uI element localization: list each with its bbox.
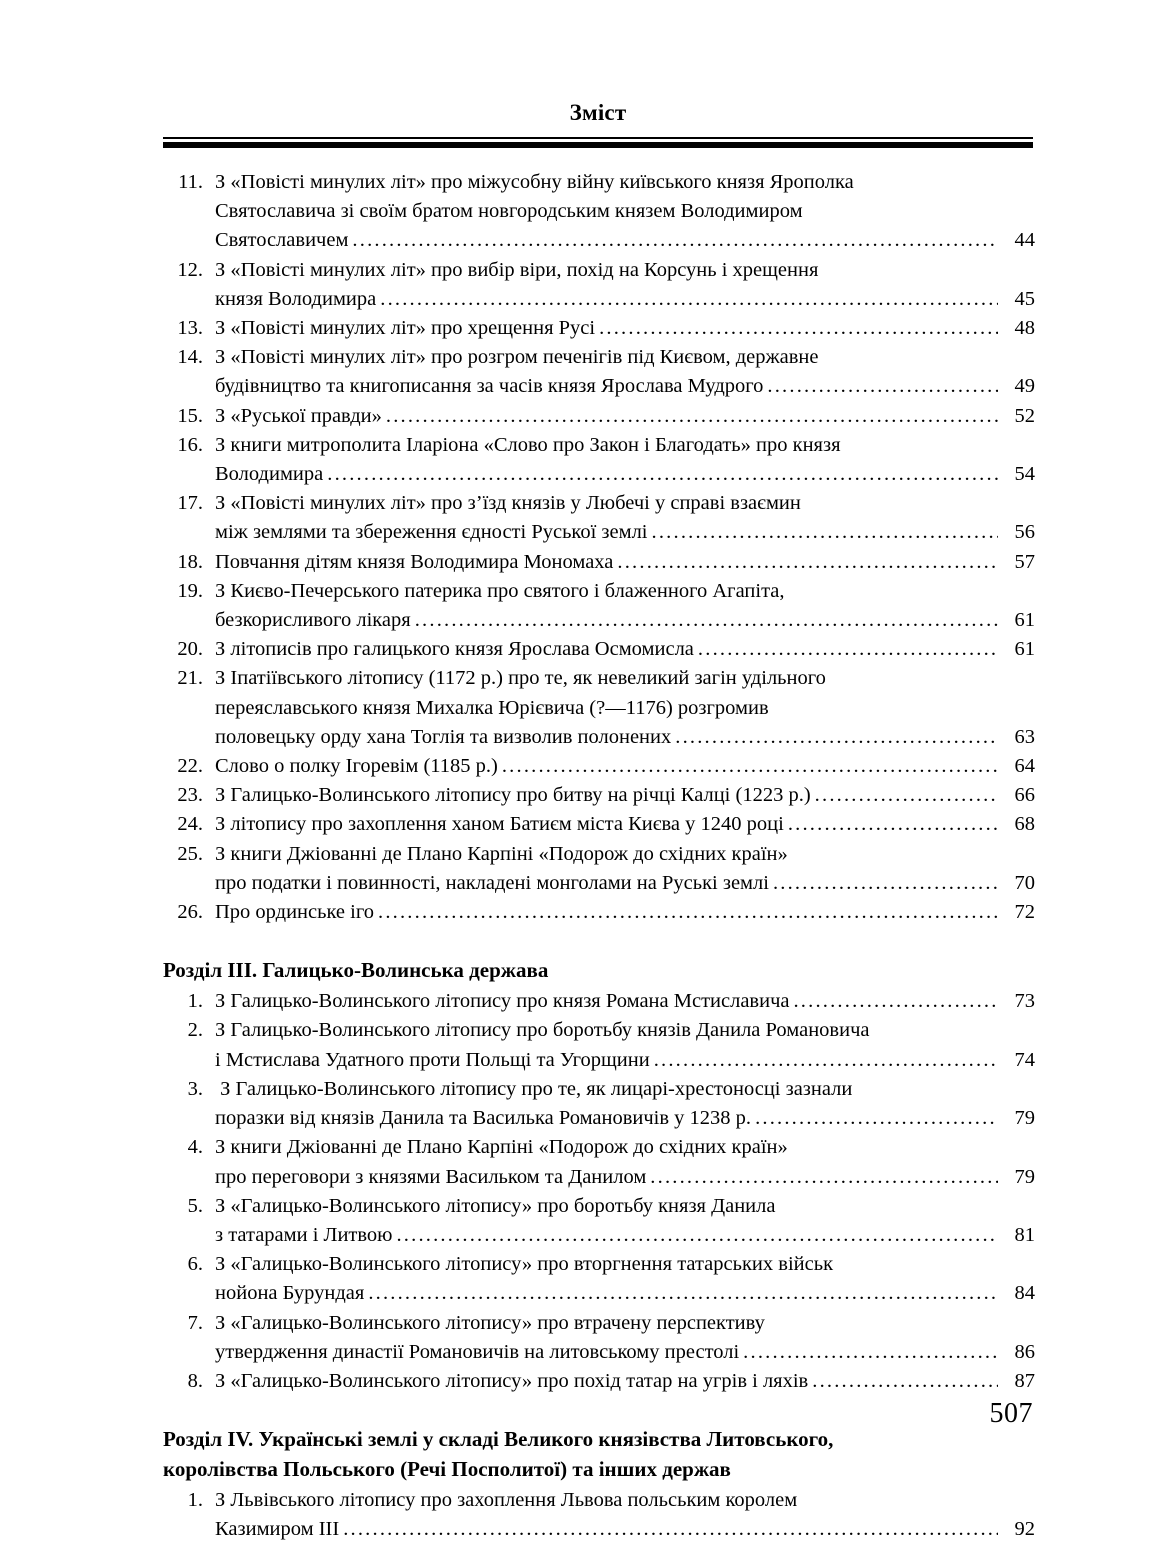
toc-entry-body [215, 314, 1035, 343]
toc-entry-line [215, 226, 1035, 255]
toc-page-number[interactable]: 72 [1014, 901, 1035, 924]
toc-entry-line [215, 285, 1035, 314]
toc-entry-line [215, 1075, 1035, 1104]
toc-entry-text: Про ординське іго [215, 901, 374, 924]
dot-leader [793, 987, 998, 1016]
toc-entry-line [215, 431, 1035, 460]
toc-entry-line [215, 869, 1035, 898]
toc-entry-number: 16. [177, 433, 203, 456]
toc-entry[interactable] [163, 314, 1035, 343]
toc-entry[interactable] [163, 431, 1035, 489]
toc-entry-line [215, 168, 1035, 197]
toc-entry-text: Святославича зі своїм братом новгородським князем Володимиром [215, 200, 803, 223]
page-running-head: Зміст [569, 100, 627, 125]
toc-entry-number: 7. [187, 1311, 203, 1334]
toc-entry-line [215, 1338, 1035, 1367]
dot-leader [743, 1338, 998, 1367]
toc-entry-line [215, 489, 1035, 518]
section-heading [163, 1424, 1035, 1484]
toc-entry-text: Казимиром III [215, 1518, 340, 1541]
toc-entry[interactable] [163, 256, 1035, 314]
toc-entry-body [215, 1367, 1035, 1396]
toc-entry-body [215, 1075, 1035, 1133]
toc-entry-line [215, 1163, 1035, 1192]
toc-entry-text: про переговори з князями Васильком та Данилом [215, 1165, 647, 1188]
toc-entry-body [215, 987, 1035, 1016]
toc-entry-text: З «Руської правди» [215, 404, 382, 427]
dot-leader [617, 548, 998, 577]
toc-entry-text: князя Володимира [215, 287, 377, 310]
dot-leader [767, 372, 998, 401]
toc-entry[interactable] [163, 987, 1035, 1016]
toc-entry-line [215, 518, 1035, 547]
toc-page-number[interactable]: 64 [1014, 755, 1035, 778]
toc-entry-text: З «Повісті минулих літ» про міжусобну війну київського князя Ярополка [215, 171, 854, 193]
toc-entry-line [215, 343, 1035, 372]
toc-entry-text: З «Галицько-Волинського літопису» про втрачену перспективу [215, 1311, 765, 1334]
dot-leader [773, 869, 998, 898]
toc-entry-line [215, 548, 1035, 577]
toc-entry-body [215, 431, 1035, 489]
toc-entry-text: Повчання дітям князя Володимира Мономаха [215, 550, 614, 573]
toc-entry-number: 5. [187, 1194, 203, 1217]
toc-entry-line [215, 372, 1035, 401]
toc-entry-body [215, 1016, 1035, 1074]
toc-entry-body [215, 1309, 1035, 1367]
toc-entry-line [215, 1192, 1035, 1221]
toc-entry-text: З Галицько-Волинського літопису про князя Романа Мстиславича [215, 990, 790, 1013]
toc-entry[interactable] [163, 548, 1035, 577]
toc-entry-line [215, 1279, 1035, 1308]
toc-entry-text: переяславського князя Михалка Юрієвича (?—1176) розгромив [215, 696, 769, 719]
toc-entry[interactable] [163, 489, 1035, 547]
dot-leader [654, 1046, 998, 1075]
toc-entry-line [215, 723, 1035, 752]
toc-entry-line [215, 606, 1035, 635]
toc-entry[interactable] [163, 343, 1035, 401]
toc-entry-text: З Галицько-Волинського літопису про боротьбу князів Данила Романовича [215, 1019, 870, 1042]
toc-entry-text: нойона Бурундая [215, 1282, 365, 1305]
toc-entry-number: 19. [177, 579, 203, 602]
toc-entry-text: З книги Джіованні де Плано Карпіні «Подорож до східних країн» [215, 842, 788, 865]
toc-entry-text: З «Повісті минулих літ» про розгром печенігів під Києвом, державне [215, 346, 819, 369]
dot-leader [599, 314, 998, 343]
dot-leader [698, 635, 998, 664]
dot-leader [396, 1221, 998, 1250]
toc-entry-line [215, 197, 1035, 226]
toc-entry-line [215, 1104, 1035, 1133]
toc-entry[interactable] [163, 635, 1035, 664]
toc-entry[interactable] [163, 810, 1035, 839]
dot-leader [502, 752, 998, 781]
section-heading-line: Розділ IV. Українські землі у складі Великого князівства Литовського, [163, 1427, 834, 1452]
toc-entry[interactable] [163, 168, 1035, 256]
toc-page-number[interactable]: 52 [1014, 404, 1035, 427]
toc-entry-line [215, 810, 1035, 839]
dot-leader [327, 460, 998, 489]
toc-entry-number: 14. [177, 346, 203, 369]
toc-entry-text: половецьку орду хана Тоглія та визволив полонених [215, 725, 672, 748]
toc-entry-body [215, 343, 1035, 401]
dot-leader [755, 1104, 998, 1133]
toc-page-number[interactable]: 74 [1014, 1048, 1035, 1071]
toc-entry-text: З «Повісті минулих літ» про з’їзд князів у Любечі у справі взаємин [215, 492, 801, 515]
toc-entry-number: 20. [177, 638, 203, 661]
toc-page-number[interactable]: 44 [1014, 229, 1035, 252]
toc-entry-text: З книги митрополита Іларіона «Слово про Закон і Благодать» про князя [215, 433, 841, 456]
toc-entry-line [215, 1309, 1035, 1338]
section-heading [163, 955, 1035, 985]
toc-page-number[interactable]: 73 [1014, 990, 1035, 1013]
toc-entry-body [215, 168, 1035, 256]
toc-page-number[interactable]: 84 [1014, 1282, 1035, 1305]
toc-page-number[interactable]: 56 [1014, 521, 1035, 544]
toc-entry-line [215, 256, 1035, 285]
toc-entry-body [215, 752, 1035, 781]
toc-page-number[interactable]: 49 [1014, 375, 1035, 398]
toc-entry-text: утвердження династії Романовичів на литовському престолі [215, 1340, 740, 1363]
toc-content [163, 168, 1035, 1545]
toc-entry-number: 1. [187, 1489, 203, 1512]
toc-entry-body [215, 1192, 1035, 1250]
toc-entry-text: З «Повісті минулих літ» про хрещення Русі [215, 317, 596, 340]
toc-page-number[interactable]: 81 [1014, 1223, 1035, 1246]
toc-entry[interactable] [163, 1309, 1035, 1367]
toc-entry[interactable] [163, 1250, 1035, 1308]
toc-entry-line [215, 1046, 1035, 1075]
toc-entry-text: З Галицько-Волинського літопису про те, як лицарі-хрестоносці зазнали [215, 1077, 853, 1100]
toc-entry-line [215, 752, 1035, 781]
toc-entry-text: З Києво-Печерського патерика про святого і блаженного Агапіта, [215, 579, 785, 602]
toc-page-number[interactable]: 63 [1014, 725, 1035, 748]
toc-entry-line [215, 694, 1035, 723]
toc-entry-number: 11. [178, 171, 203, 193]
toc-entry[interactable] [163, 752, 1035, 781]
dot-leader [343, 1515, 998, 1544]
toc-entry-line [215, 987, 1035, 1016]
toc-entry-line [215, 781, 1035, 810]
dot-leader [380, 285, 998, 314]
toc-entry-text: безкорисливого лікаря [215, 609, 411, 632]
toc-entry-text: З літописів про галицького князя Ярослава Осмомисла [215, 638, 694, 661]
toc-entry-line [215, 1515, 1035, 1544]
toc-entry-body [215, 402, 1035, 431]
toc-entry-number: 8. [187, 1369, 203, 1392]
toc-entry[interactable] [163, 1075, 1035, 1133]
toc-entry-text: З книги Джіованні де Плано Карпіні «Подорож до східних країн» [215, 1136, 788, 1159]
toc-entry-number: 6. [187, 1253, 203, 1276]
toc-entry-number: 4. [187, 1136, 203, 1159]
page-folio: 507 [989, 1398, 1033, 1429]
toc-entry-text: між землями та збереження єдності Руської землі [215, 521, 648, 544]
toc-entry-number: 12. [177, 258, 203, 281]
toc-entry-body [215, 577, 1035, 635]
toc-entry-line [215, 402, 1035, 431]
toc-entry[interactable] [163, 1133, 1035, 1191]
toc-entry-body [215, 256, 1035, 314]
toc-entry-text: З Львівського літопису про захоплення Львова польським королем [215, 1489, 798, 1512]
toc-entry-text: З «Повісті минулих літ» про вибір віри, похід на Корсунь і хрещення [215, 258, 819, 281]
toc-entry-text: З «Галицько-Волинського літопису» про похід татар на угрів і ляхів [215, 1369, 809, 1392]
dot-leader [378, 898, 998, 927]
toc-entry-line [215, 1486, 1035, 1515]
toc-entry-body [215, 781, 1035, 810]
dot-leader [415, 606, 998, 635]
dot-leader [368, 1279, 998, 1308]
toc-page-number[interactable]: 61 [1014, 638, 1035, 661]
toc-entry-number: 13. [177, 317, 203, 340]
toc-page-number[interactable]: 57 [1014, 550, 1035, 573]
dot-leader [812, 1367, 998, 1396]
toc-page-number[interactable]: 45 [1014, 287, 1035, 310]
dot-leader [788, 810, 998, 839]
toc-entry-number: 1. [187, 990, 203, 1013]
toc-entry-number: 18. [177, 550, 203, 573]
toc-entry-number: 22. [177, 755, 203, 778]
toc-entry-line [215, 1221, 1035, 1250]
toc-entry[interactable] [163, 840, 1035, 898]
toc-page-number[interactable]: 79 [1014, 1165, 1035, 1188]
toc-page-number[interactable]: 61 [1014, 609, 1035, 632]
toc-entry-number: 15. [177, 404, 203, 427]
toc-entry-text: З Галицько-Волинського літопису про битву на річці Калці (1223 р.) [215, 784, 811, 807]
toc-page-number[interactable]: 86 [1014, 1340, 1035, 1363]
dot-leader [675, 723, 998, 752]
toc-entry-line [215, 1367, 1035, 1396]
toc-entry-number: 17. [177, 492, 203, 515]
toc-entry-body [215, 489, 1035, 547]
toc-entry-line [215, 664, 1035, 693]
toc-entry[interactable] [163, 1192, 1035, 1250]
toc-entry-text: З літопису про захоплення ханом Батиєм міста Києва у 1240 році [215, 813, 784, 836]
toc-page-number[interactable]: 92 [1014, 1518, 1035, 1541]
toc-page-number[interactable]: 48 [1014, 317, 1035, 340]
toc-entry[interactable] [163, 781, 1035, 810]
toc-entry-body [215, 1133, 1035, 1191]
toc-entry-text: і Мстислава Удатного проти Польщі та Угорщини [215, 1048, 650, 1071]
toc-entry-number: 25. [177, 842, 203, 865]
toc-page-number[interactable]: 68 [1014, 813, 1035, 836]
toc-entry-line [215, 1250, 1035, 1279]
toc-entry-body [215, 635, 1035, 664]
toc-entry-body [215, 1486, 1035, 1544]
header-rule-thick [163, 142, 1033, 148]
toc-entry-body [215, 664, 1035, 752]
toc-page-number[interactable]: 87 [1014, 1369, 1035, 1392]
toc-entry-line [215, 840, 1035, 869]
toc-entry-body [215, 1250, 1035, 1308]
toc-entry-line [215, 1016, 1035, 1045]
toc-entry-body [215, 810, 1035, 839]
toc-entry-line [215, 460, 1035, 489]
toc-entry[interactable] [163, 1486, 1035, 1544]
dot-leader [815, 781, 998, 810]
toc-entry[interactable] [163, 577, 1035, 635]
toc-entry-line [215, 314, 1035, 343]
section-heading-line: Розділ III. Галицько-Волинська держава [163, 958, 549, 983]
header-double-rule [163, 137, 1033, 148]
section-heading-line: королівства Польського (Речі Посполитої) та інших держав [163, 1457, 731, 1482]
toc-entry-text: з татарами і Литвою [215, 1223, 393, 1246]
toc-entry-line [215, 577, 1035, 606]
toc-entry-text: З Іпатіївського літопису (1172 р.) про те, як невеликий загін удільного [215, 667, 826, 690]
toc-page-number[interactable]: 54 [1014, 463, 1035, 486]
dot-leader [650, 1163, 998, 1192]
toc-entry-number: 23. [177, 784, 203, 807]
toc-page-number[interactable]: 79 [1014, 1107, 1035, 1130]
toc-entry-text: Святославичем [215, 229, 349, 252]
toc-entry-body [215, 840, 1035, 898]
dot-leader [386, 402, 998, 431]
toc-page-number[interactable]: 70 [1014, 871, 1035, 894]
toc-entry-text: поразки від князів Данила та Василька Романовичів у 1238 р. [215, 1107, 752, 1130]
toc-entry-text: Володимира [215, 463, 324, 486]
toc-page-number[interactable]: 66 [1014, 784, 1035, 807]
toc-entry[interactable] [163, 1016, 1035, 1074]
toc-entry-body [215, 548, 1035, 577]
toc-entry[interactable] [163, 898, 1035, 927]
toc-entry-text: будівництво та книгописання за часів князя Ярослава Мудрого [215, 375, 764, 398]
toc-entry-number: 24. [177, 813, 203, 836]
toc-entry[interactable] [163, 1367, 1035, 1396]
toc-entry-body [215, 898, 1035, 927]
toc-entry[interactable] [163, 402, 1035, 431]
toc-entry-number: 3. [187, 1077, 203, 1100]
toc-entry-text: З «Галицько-Волинського літопису» про вторгнення татарських військ [215, 1253, 834, 1276]
toc-entry-line [215, 1133, 1035, 1162]
toc-entry-text: про податки і повинності, накладені монголами на Руські землі [215, 871, 769, 894]
toc-entry-text: З «Галицько-Волинського літопису» про боротьбу князя Данила [215, 1194, 776, 1217]
toc-entry-line [215, 635, 1035, 664]
toc-entry-number: 2. [187, 1019, 203, 1042]
dot-leader [352, 226, 998, 255]
toc-entry-line [215, 898, 1035, 927]
toc-entry-number: 26. [177, 901, 203, 924]
toc-entry-number: 21. [177, 667, 203, 690]
toc-entry[interactable] [163, 664, 1035, 752]
dot-leader [652, 518, 998, 547]
toc-entry-text: Слово о полку Ігоревім (1185 р.) [215, 755, 498, 778]
